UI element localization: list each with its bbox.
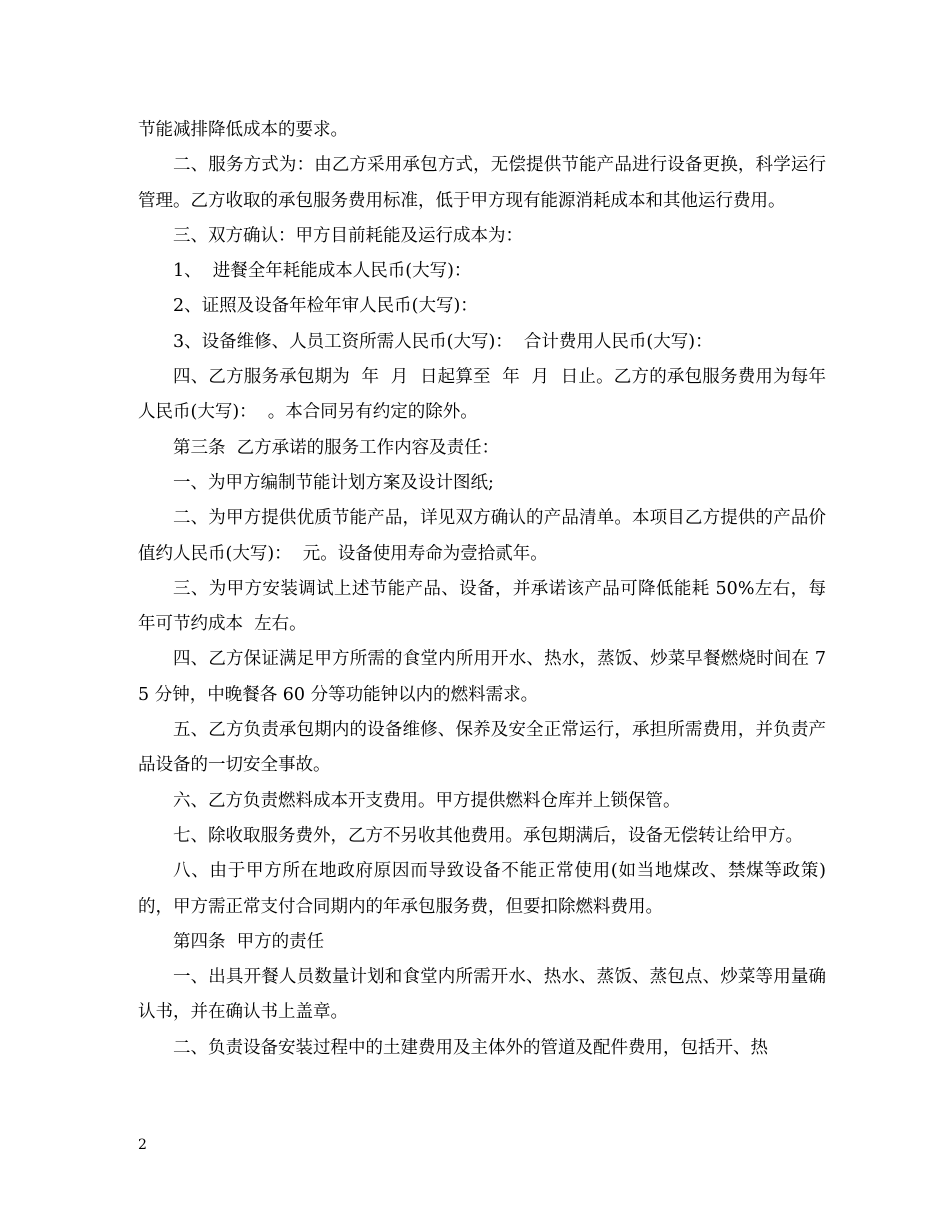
paragraph: 一、为甲方编制节能计划方案及设计图纸; [173, 472, 494, 493]
paragraph: 2、证照及设备年检年审人民币(大写)： [173, 296, 478, 317]
paragraph: 四、乙方保证满足甲方所需的食堂内所用开水、热水，蒸饭、炒菜早餐燃烧时间在 75 分钟，中晚餐各 60 分等功能钟以内的燃料需求。 [138, 649, 826, 705]
paragraph: 3、设备维修、人员工资所需人民币(大写)： 合计费用人民币(大写)： [173, 331, 713, 352]
paragraph: 二、负责设备安装过程中的土建费用及主体外的管道及配件费用，包括开、热 [173, 1037, 768, 1058]
paragraph: 节能减排降低成本的要求。 [138, 120, 348, 140]
paragraph: 一、出具开餐人员数量计划和食堂内所需开水、热水、蒸饭、蒸包点、炒菜等用量确认书，并在确认书上盖章。 [138, 967, 826, 1023]
paragraph: 五、乙方负责承包期内的设备维修、保养及安全正常运行，承担所需费用，并负责产品设备的一切安全事故。 [138, 720, 826, 776]
paragraph: 八、由于甲方所在地政府原因而导致设备不能正常使用(如当地煤改、禁煤等政策)的，甲方需正常支付合同期内的年承包服务费，但要扣除燃料费用。 [138, 861, 826, 917]
paragraph: 二、服务方式为：由乙方采用承包方式，无偿提供节能产品进行设备更换，科学运行管理。乙方收取的承包服务费用标准，低于甲方现有能源消耗成本和其他运行费用。 [138, 155, 826, 211]
paragraph: 二、为甲方提供优质节能产品，详见双方确认的产品清单。本项目乙方提供的产品价值约人民币(大写)： 元。设备使用寿命为壹拾贰年。 [138, 508, 826, 564]
paragraph: 三、为甲方安装调试上述节能产品、设备，并承诺该产品可降低能耗 50%左右，每年可节约成本 左右。 [138, 578, 826, 635]
section-heading: 第四条 甲方的责任 [173, 931, 325, 952]
paragraph: 六、乙方负责燃料成本开支费用。甲方提供燃料仓库并上锁保管。 [173, 790, 681, 811]
section-heading: 第三条 乙方承诺的服务工作内容及责任： [173, 437, 500, 458]
document-body [138, 113, 826, 1066]
page-number: 2 [138, 1137, 147, 1153]
paragraph: 1、 进餐全年耗能成本人民币(大写)： [173, 261, 472, 282]
paragraph: 七、除收取服务费外，乙方不另收其他费用。承包期满后，设备无偿转让给甲方。 [173, 825, 803, 846]
paragraph: 四、乙方服务承包期为 年 月 日起算至 年 月 日止。乙方的承包服务费用为每年人民币(大写)： 。本合同另有约定的除外。 [138, 367, 826, 423]
paragraph: 三、双方确认：甲方目前耗能及运行成本为： [173, 225, 523, 246]
